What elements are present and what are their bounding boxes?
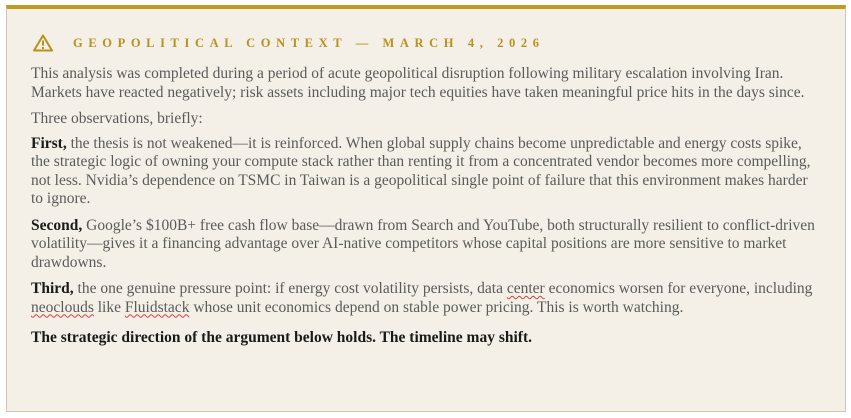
geopolitical-context-callout bbox=[6, 5, 846, 412]
spellcheck-word[interactable]: center bbox=[506, 280, 545, 297]
callout-title: GEOPOLITICAL CONTEXT — MARCH 4, 2026 bbox=[73, 35, 545, 50]
observation-first bbox=[31, 135, 821, 209]
observation-lead: Second, bbox=[31, 216, 83, 234]
warning-triangle-icon bbox=[33, 34, 53, 52]
observation-text: Google’s $100B+ free cash flow base—drawn from Search and YouTube, both structurally resilient to conflict-driven volatility—gives it a financing advantage over AI-native competitors whose capital positions are more sensitive to market drawdowns. bbox=[31, 216, 815, 271]
observation-third bbox=[31, 280, 821, 317]
observation-lead: Third, bbox=[31, 280, 74, 297]
observation-text: economics worsen for everyone, including bbox=[544, 280, 813, 297]
observation-text: the thesis is not weakened—it is reinforced. When global supply chains become unpredictable and energy costs spike, the strategic logic of owning your compute stack rather than renting it from a concentrated vendor becomes more compelling, not less. Nvidia’s dependence on TSMC in Taiwan is a geopolitical single point of failure that this environment makes harder to ignore. bbox=[31, 134, 811, 207]
observation-text: like bbox=[93, 298, 125, 316]
spellcheck-word[interactable]: neoclouds bbox=[31, 298, 94, 316]
callout-header bbox=[31, 31, 821, 55]
observation-second bbox=[31, 217, 821, 273]
observation-text: the one genuine pressure point: if energy cost volatility persists, data bbox=[73, 280, 507, 297]
observation-text: whose unit economics depend on stable power pricing. This is worth watching. bbox=[189, 298, 684, 316]
observation-lead: First, bbox=[31, 134, 67, 152]
observations-heading: Three observations, briefly: bbox=[31, 110, 203, 127]
intro-paragraph: This analysis was completed during a period of acute geopolitical disruption following military escalation involving Iran. Markets have reacted negatively; risk assets including major tech equities have taken meaningful price hits in the days since. bbox=[31, 65, 805, 101]
spellcheck-word[interactable]: Fluidstack bbox=[124, 298, 190, 316]
conclusion-statement: The strategic direction of the argument below holds. The timeline may shift. bbox=[31, 329, 532, 346]
